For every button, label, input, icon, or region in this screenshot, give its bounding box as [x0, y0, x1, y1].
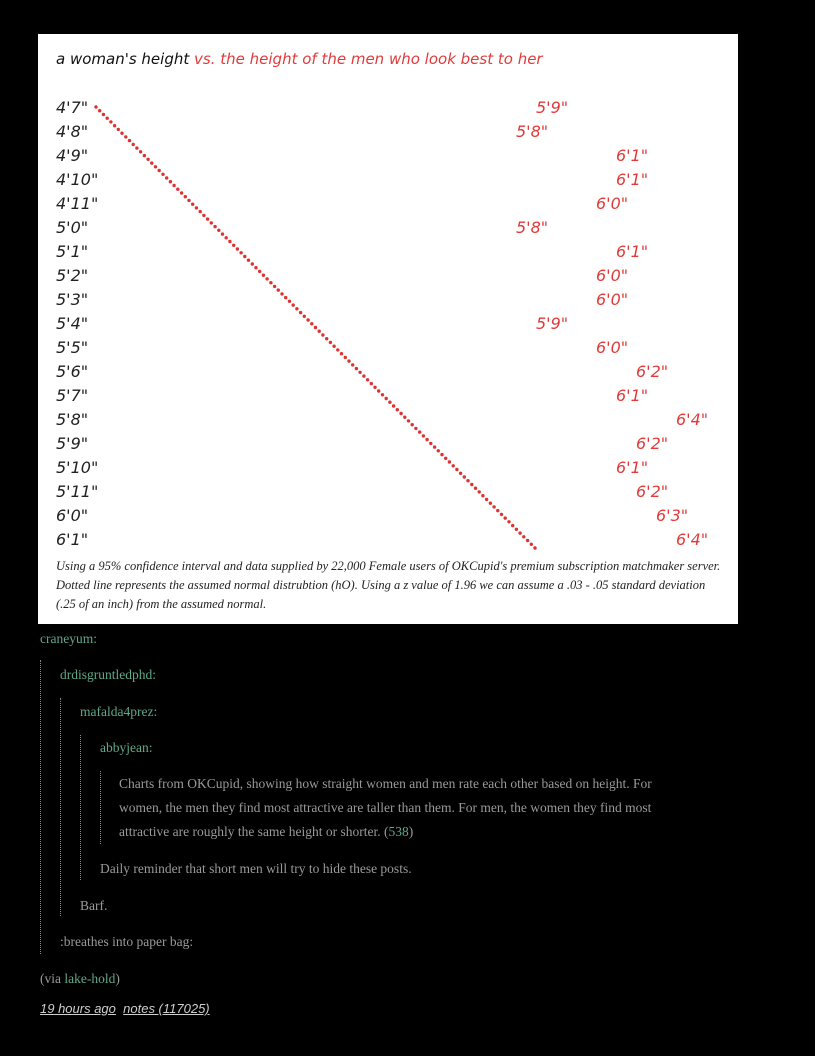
- drdisgruntled-text: Barf.: [80, 898, 108, 913]
- quote-mafalda4prez: [60, 698, 61, 916]
- normal-line-dot: [466, 479, 469, 482]
- normal-line-dot: [344, 356, 347, 359]
- normal-line-dot: [381, 393, 384, 396]
- normal-line-dot: [321, 333, 324, 336]
- man-height-label: 6'1": [616, 170, 649, 189]
- normal-line-dot: [269, 281, 272, 284]
- normal-line-dot: [221, 232, 224, 235]
- normal-line-dot: [522, 535, 525, 538]
- mafalda-text: Daily reminder that short men will try to hide these posts.: [100, 861, 412, 876]
- normal-line-dot: [478, 490, 481, 493]
- woman-height-label: 5'6": [56, 362, 89, 381]
- normal-line-dot: [228, 240, 231, 243]
- normal-line-dot: [94, 105, 97, 108]
- man-height-label: 6'0": [596, 194, 629, 213]
- normal-line-dot: [481, 494, 484, 497]
- reblog-name-craneyum[interactable]: craneyum:: [40, 631, 97, 646]
- normal-line-dot: [306, 318, 309, 321]
- woman-height-label: 5'8": [56, 410, 89, 429]
- normal-line-dot: [511, 524, 514, 527]
- normal-line-dot: [172, 184, 175, 187]
- man-height-label: 6'1": [616, 458, 649, 477]
- chart-image: [38, 34, 738, 624]
- normal-line-dot: [325, 337, 328, 340]
- normal-line-dot: [411, 423, 414, 426]
- normal-line-dot: [143, 154, 146, 157]
- chart-plot: [38, 34, 738, 554]
- post-footer: [40, 1001, 210, 1016]
- normal-line-dot: [530, 543, 533, 546]
- man-height-label: 6'0": [596, 266, 629, 285]
- quote-abbyjean: [80, 735, 81, 880]
- normal-line-dot: [262, 274, 265, 277]
- normal-line-dot: [336, 348, 339, 351]
- normal-line-dot: [492, 505, 495, 508]
- normal-line-dot: [418, 430, 421, 433]
- normal-line-dot: [295, 307, 298, 310]
- normal-line-dot: [500, 513, 503, 516]
- quote-drdisgruntledphd: [40, 660, 41, 954]
- normal-line-dot: [303, 315, 306, 318]
- man-height-label: 5'9": [536, 314, 569, 333]
- via-line: [40, 967, 120, 991]
- normal-line-dot: [366, 378, 369, 381]
- normal-line-dot: [459, 472, 462, 475]
- normal-line-dot: [128, 139, 131, 142]
- normal-line-dot: [150, 161, 153, 164]
- normal-line-dot: [292, 303, 295, 306]
- normal-line-dot: [355, 367, 358, 370]
- normal-line-dot: [377, 389, 380, 392]
- man-height-label: 6'2": [636, 362, 669, 381]
- woman-height-label: 5'1": [56, 242, 89, 261]
- man-height-label: 6'2": [636, 482, 669, 501]
- normal-line-dot: [533, 546, 536, 549]
- chart-caption: Using a 95% confidence interval and data supplied by 22,000 Female users of OKCupid's premium subscription matchmaker server. Dotted line represents the assumed normal distrubtion (hO). Using a z value of 1.96 we can assume a .03 - .05 standard deviation (.25 of an inch) from the assumed normal.: [56, 559, 721, 611]
- normal-line-dot: [206, 217, 209, 220]
- normal-line-dot: [437, 449, 440, 452]
- normal-line-dot: [254, 266, 257, 269]
- man-height-label: 6'1": [616, 242, 649, 261]
- normal-line-dot: [195, 206, 198, 209]
- via-suffix: ): [115, 971, 120, 986]
- normal-line-dot: [187, 199, 190, 202]
- normal-line-dot: [396, 408, 399, 411]
- abbyjean-close: ): [408, 824, 414, 839]
- normal-line-dot: [414, 427, 417, 430]
- normal-line-dot: [132, 143, 135, 146]
- woman-height-label: 6'1": [56, 530, 89, 549]
- normal-line-dot: [399, 412, 402, 415]
- normal-line-dot: [425, 438, 428, 441]
- chart-title-main: a woman's height: [56, 50, 190, 68]
- normal-line-dot: [247, 259, 250, 262]
- normal-line-dot: [280, 292, 283, 295]
- normal-line-dot: [403, 416, 406, 419]
- abbyjean-text: [119, 772, 679, 844]
- woman-height-label: 4'10": [56, 170, 99, 189]
- normal-line-dot: [225, 236, 228, 239]
- woman-height-label: 5'0": [56, 218, 89, 237]
- craneyum-text: :breathes into paper bag:: [60, 934, 194, 949]
- normal-line-dot: [199, 210, 202, 213]
- normal-line-dot: [347, 359, 350, 362]
- reblog-name-drdisgruntledphd[interactable]: drdisgruntledphd:: [60, 667, 156, 682]
- normal-line-dot: [184, 195, 187, 198]
- normal-line-dot: [440, 453, 443, 456]
- woman-height-label: 6'0": [56, 506, 89, 525]
- normal-line-dot: [385, 397, 388, 400]
- woman-height-label: 4'9": [56, 146, 89, 165]
- normal-line-dot: [433, 445, 436, 448]
- normal-line-dot: [474, 487, 477, 490]
- normal-line-dot: [526, 539, 529, 542]
- normal-line-dot: [299, 311, 302, 314]
- reblog-name-abbyjean[interactable]: abbyjean:: [100, 740, 153, 755]
- woman-height-label: 4'8": [56, 122, 89, 141]
- normal-line-dot: [158, 169, 161, 172]
- normal-line-dot: [504, 516, 507, 519]
- normal-line-dot: [362, 374, 365, 377]
- man-height-label: 6'0": [596, 338, 629, 357]
- man-height-label: 6'1": [616, 386, 649, 405]
- man-height-label: 6'0": [596, 290, 629, 309]
- man-height-label: 6'2": [636, 434, 669, 453]
- notes-link[interactable]: notes (117025): [123, 1001, 210, 1016]
- normal-line-dot: [351, 363, 354, 366]
- normal-line-dot: [102, 113, 105, 116]
- timestamp-link[interactable]: 19 hours ago: [40, 1001, 116, 1016]
- woman-height-label: 5'4": [56, 314, 89, 333]
- normal-line-dot: [113, 124, 116, 127]
- normal-line-dot: [288, 300, 291, 303]
- normal-line-dot: [496, 509, 499, 512]
- normal-line-dot: [165, 176, 168, 179]
- normal-line-dot: [139, 150, 142, 153]
- woman-height-label: 5'5": [56, 338, 89, 357]
- woman-height-label: 4'7": [56, 98, 89, 117]
- man-height-label: 6'1": [616, 146, 649, 165]
- normal-line-dot: [507, 520, 510, 523]
- normal-line-dot: [518, 531, 521, 534]
- normal-line-dot: [515, 528, 518, 531]
- chart-title-vs: vs. the height of the men who look best to her: [194, 50, 543, 68]
- via-link[interactable]: lake-hold: [64, 971, 116, 986]
- normal-line-dot: [106, 117, 109, 120]
- normal-line-dot: [407, 419, 410, 422]
- normal-line-dot: [370, 382, 373, 385]
- normal-line-dot: [258, 270, 261, 273]
- woman-height-label: 5'7": [56, 386, 89, 405]
- normal-line-dot: [154, 165, 157, 168]
- normal-line-dot: [310, 322, 313, 325]
- normal-line-dot: [422, 434, 425, 437]
- normal-line-dot: [217, 229, 220, 232]
- normal-line-dot: [277, 288, 280, 291]
- normal-line-dot: [314, 326, 317, 329]
- source-link-538[interactable]: 538: [388, 824, 409, 839]
- normal-line-dot: [284, 296, 287, 299]
- normal-line-dot: [358, 371, 361, 374]
- normal-line-dot: [470, 483, 473, 486]
- normal-line-dot: [135, 146, 138, 149]
- man-height-label: 5'8": [516, 122, 549, 141]
- normal-line-dot: [161, 173, 164, 176]
- normal-line-dot: [210, 221, 213, 224]
- normal-line-dot: [392, 404, 395, 407]
- woman-height-label: 5'11": [56, 482, 99, 501]
- normal-line-dot: [117, 128, 120, 131]
- normal-line-dot: [120, 132, 123, 135]
- normal-line-dot: [191, 203, 194, 206]
- normal-line-dot: [448, 460, 451, 463]
- normal-line-dot: [124, 135, 127, 138]
- man-height-label: 5'8": [516, 218, 549, 237]
- normal-line-dot: [318, 330, 321, 333]
- normal-line-dot: [176, 188, 179, 191]
- man-height-label: 6'3": [656, 506, 689, 525]
- via-prefix: (via: [40, 971, 65, 986]
- woman-height-label: 5'3": [56, 290, 89, 309]
- normal-line-dot: [429, 442, 432, 445]
- abbyjean-body: Charts from OKCupid, showing how straight women and men rate each other based on height. For women, the men they find most attractive are taller than them. For men, the women they find most attractive are roughly the same height or shorter. (: [119, 776, 652, 839]
- normal-line-dot: [340, 352, 343, 355]
- normal-line-dot: [213, 225, 216, 228]
- quote-original: [100, 771, 101, 844]
- normal-line-dot: [373, 386, 376, 389]
- normal-line-dot: [146, 158, 149, 161]
- normal-line-dot: [236, 247, 239, 250]
- normal-line-dot: [251, 262, 254, 265]
- normal-line-dot: [332, 345, 335, 348]
- normal-line-dot: [265, 277, 268, 280]
- normal-line-dot: [169, 180, 172, 183]
- normal-line-dot: [98, 109, 101, 112]
- normal-line-dot: [329, 341, 332, 344]
- normal-line-dot: [239, 251, 242, 254]
- normal-line-dot: [109, 120, 112, 123]
- man-height-label: 5'9": [536, 98, 569, 117]
- normal-line-dot: [202, 214, 205, 217]
- woman-height-label: 4'11": [56, 194, 99, 213]
- woman-height-label: 5'2": [56, 266, 89, 285]
- normal-line-dot: [455, 468, 458, 471]
- normal-line-dot: [444, 457, 447, 460]
- normal-line-dot: [489, 502, 492, 505]
- normal-line-dot: [273, 285, 276, 288]
- reblog-name-mafalda4prez[interactable]: mafalda4prez:: [80, 704, 158, 719]
- woman-height-label: 5'10": [56, 458, 99, 477]
- man-height-label: 6'4": [676, 410, 709, 429]
- woman-height-label: 5'9": [56, 434, 89, 453]
- normal-line-dot: [388, 401, 391, 404]
- normal-line-dot: [463, 475, 466, 478]
- normal-line-dot: [232, 244, 235, 247]
- normal-line-dot: [485, 498, 488, 501]
- man-height-label: 6'4": [676, 530, 709, 549]
- normal-line-dot: [452, 464, 455, 467]
- normal-line-dot: [180, 191, 183, 194]
- normal-line-dot: [243, 255, 246, 258]
